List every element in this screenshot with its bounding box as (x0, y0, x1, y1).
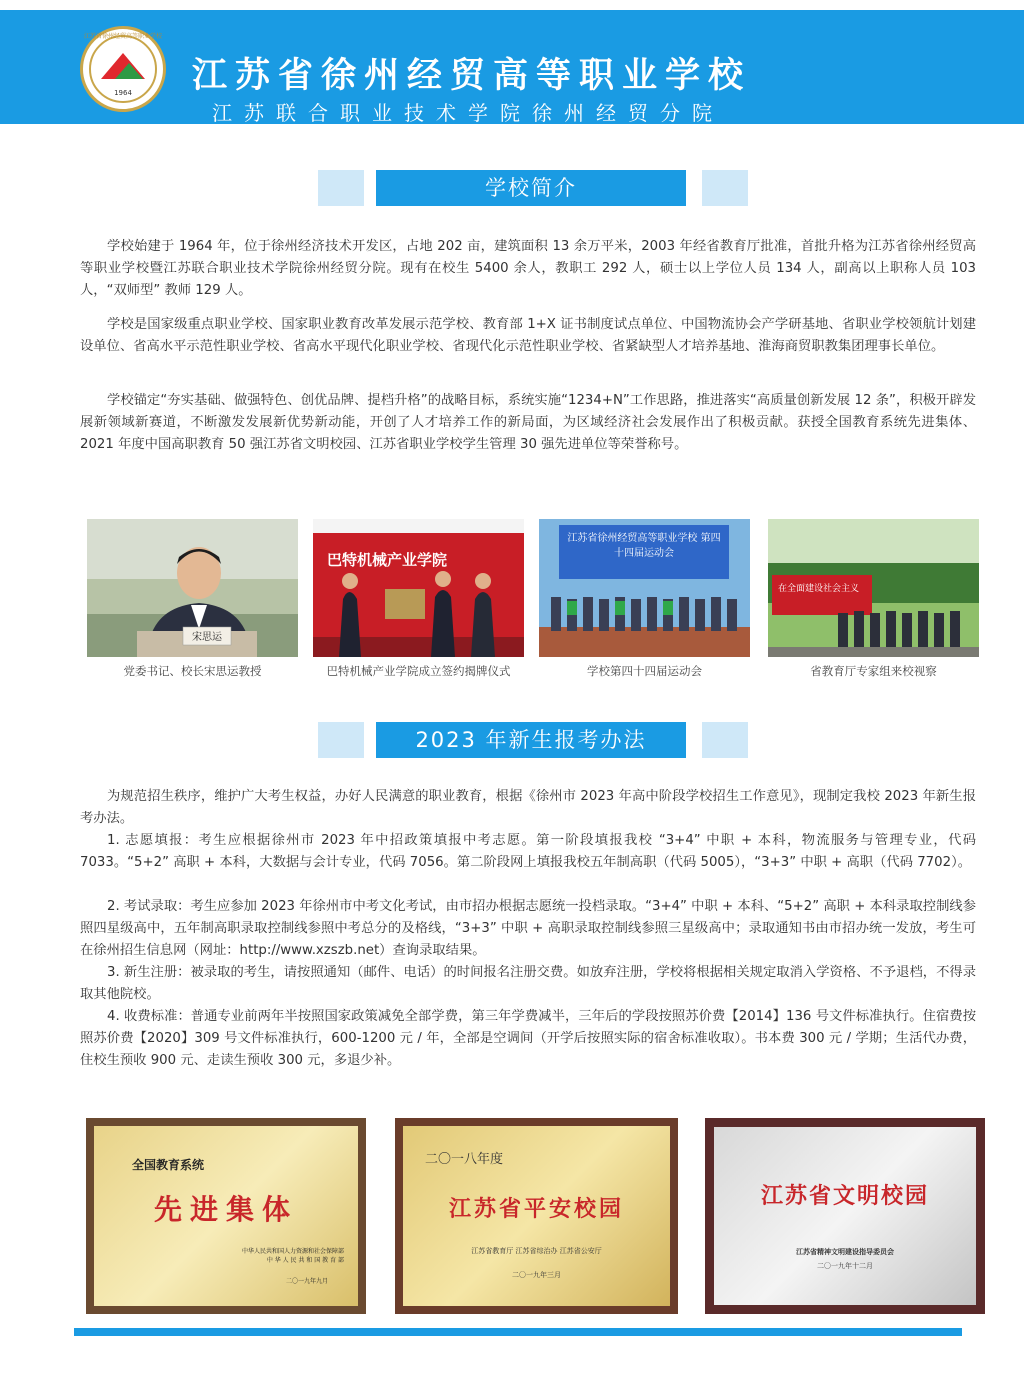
admission-item-4: 4. 收费标准：普通专业前两年半按照国家政策减免全部学费，第三年学费减半，三年后的学段按照苏价费【2014】136 号文件标准执行。住宿费按照苏价费【2020】309 号文件标准执行，600-1200 元 / 年，全部是空调间（开学后按照实际的宿舍标准收取）。书本费 300 元 / 学期；生活代办费，住校生预收 900 元、走读生预收 300 元，多退少补。 (80, 1009, 976, 1068)
section-deco-left (318, 170, 364, 206)
plaque-2-top: 二〇一八年度 (425, 1152, 504, 1167)
photo-sports-meet (539, 519, 750, 657)
section-title-intro: 学校简介 (376, 170, 686, 206)
plaque-2-main: 江苏省平安校园 (448, 1196, 624, 1222)
plaque-1-issuer: 中华人民共和国人力资源和社会保障部 中 华 人 民 共 和 国 教 育 部 (241, 1248, 344, 1264)
plaque-1-top: 全国教育系统 (132, 1158, 205, 1172)
photo-ceremony (313, 519, 524, 657)
header-banner (0, 10, 1024, 124)
section-title-admission: 2023 年新生报考办法 (376, 722, 686, 758)
school-logo (80, 26, 166, 112)
school-subtitle: 江苏联合职业技术学院徐州经贸分院 (212, 101, 724, 125)
logo-green-peak-icon (115, 63, 143, 79)
plaque-2-date: 二〇一九年三月 (512, 1271, 561, 1279)
inspection-banner-text: 在全面建设社会主义 (778, 584, 860, 594)
photo-inspection (768, 519, 979, 657)
logo-ring-text: 江苏省徐州经贸高等职业学校 (83, 33, 162, 40)
photo-caption-1: 党委书记、校长宋思运教授 (123, 664, 262, 678)
plaque-1-date: 二〇一九年九月 (285, 1278, 328, 1285)
photo-caption-2: 巴特机械产业学院成立签约揭牌仪式 (326, 664, 511, 678)
plaque-3-date: 二〇一九年十二月 (817, 1262, 873, 1270)
section-header-admission (318, 722, 748, 758)
ceremony-banner-text: 巴特机械产业学院 (327, 551, 448, 569)
sports-banner-text: 江苏省徐州经贸高等职业学校 第四十四届运动会 (567, 533, 721, 559)
section-deco-left (318, 722, 364, 758)
admission-intro: 为规范招生秩序，维护广大考生权益，办好人民满意的职业教育，根据《徐州市 2023 年高中阶段学校招生工作意见》，现制定我校 2023 年新生报考办法。 (80, 789, 976, 826)
admission-item-2: 2. 考试录取：考生应参加 2023 年徐州市中考文化考试，由市招办根据志愿统一投档录取。“3+4” 中职 + 本科、“5+2” 高职 + 本科录取控制线参照四星级高中，五年制高职录取控制线参照中考总分的及格线，“3+3” 中职 + 高职录取控制线参照三星级高中；录取通知书由市招办统一发放，考生可在徐州招生信息网（网址：http://www.xzszb.net）查询录取结果。 (80, 899, 976, 958)
logo-year: 1964 (114, 89, 132, 97)
plaque-civilized-campus (705, 1118, 985, 1314)
plaque-1-main: 先进集体 (153, 1193, 298, 1226)
plaque-2-issuer: 江苏省教育厅 江苏省综治办 江苏省公安厅 (471, 1247, 602, 1255)
photo-caption-3: 学校第四十四届运动会 (587, 664, 702, 678)
top-white-strip (0, 0, 1024, 10)
nameplate-text: 宋思运 (192, 632, 222, 643)
section-deco-right (702, 722, 748, 758)
section-header-intro (318, 170, 748, 206)
intro-paragraph-3: 学校锚定“夯实基础、做强特色、创优品牌、提档升格”的战略目标，系统实施“1234+N”工作思路，推进落实“高质量创新发展 12 条”，积极开辟发展新领域新赛道，不断激发发展新优势新动能，开创了人才培养工作的新局面，为区域经济社会发展作出了积极贡献。获授全国教育系统先进集体、2021 年度中国高职教育 50 强江苏省文明校园、江苏省职业学校学生管理 30 强先进单位等荣誉称号。 (80, 393, 976, 452)
plaque-safe-campus (395, 1118, 678, 1314)
admission-item-3: 3. 新生注册：被录取的考生，请按照通知（邮件、电话）的时间报名注册交费。如放弃注册，学校将根据相关规定取消入学资格、不予退档，不得录取其他院校。 (80, 965, 976, 1002)
school-title: 江苏省徐州经贸高等职业学校 (192, 56, 752, 96)
plaque-3-main: 江苏省文明校园 (760, 1183, 929, 1209)
section-deco-right (702, 170, 748, 206)
photo-principal (87, 519, 298, 657)
intro-paragraph-2: 学校是国家级重点职业学校、国家职业教育改革发展示范学校、教育部 1+X 证书制度试点单位、中国物流协会产学研基地、省职业学校领航计划建设单位、省高水平示范性职业学校、省高水平现代化职业学校、省现代化示范性职业学校、省紧缺型人才培养基地、淮海商贸职教集团理事长单位。 (80, 317, 976, 354)
plaque-3-issuer: 江苏省精神文明建设指导委员会 (796, 1248, 894, 1256)
admission-item-1: 1. 志愿填报：考生应根据徐州市 2023 年中招政策填报中考志愿。第一阶段填报我校 “3+4” 中职 + 本科，物流服务与管理专业，代码 7033。“5+2” 高职 + 本科，大数据与会计专业，代码 7056。第二阶段网上填报我校五年制高职（代码 5005），“3+3” 中职 + 高职（代码 7702）。 (80, 833, 976, 870)
bottom-divider (74, 1328, 962, 1336)
intro-paragraph-1: 学校始建于 1964 年，位于徐州经济技术开发区，占地 202 亩，建筑面积 13 余万平米，2003 年经省教育厅批准，首批升格为江苏省徐州经贸高等职业学校暨江苏联合职业技术学院徐州经贸分院。现有在校生 5400 余人，教职工 292 人，硕士以上学位人员 134 人，副高以上职称人员 103 人，“双师型” 教师 129 人。 (80, 239, 976, 298)
plaque-advanced-collective (86, 1118, 366, 1314)
photo-caption-4: 省教育厅专家组来校视察 (810, 664, 937, 678)
